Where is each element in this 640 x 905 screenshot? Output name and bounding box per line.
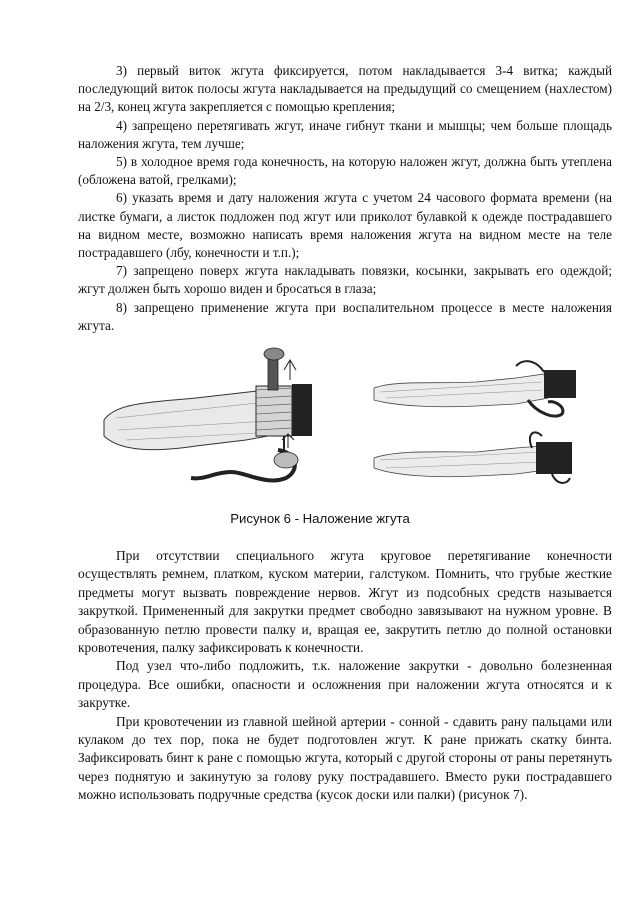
figure-caption: Рисунок 6 - Наложение жгута <box>230 511 410 526</box>
rule-item-7: 7) запрещено поверх жгута накладывать повязки, косынки, закрывать его одеждой; жгут должен быть хорошо виден и бросаться в глаза; <box>78 263 612 297</box>
rule-item-8: 8) запрещено применение жгута при воспалительном процессе в месте наложения жгута. <box>78 299 612 333</box>
arms-tourniquet-drawing <box>366 350 586 490</box>
tourniquet-rules-list <box>78 62 612 335</box>
paragraph-carotid-bleeding: При кровотечении из главной шейной артерии - сонной - сдавить рану пальцами или кулаком до тех пор, пока не будет подготовлен жгут. К ране прижать скатку бинта. Зафиксировать бинт к ране с помощью жгута, который с другой стороны от раны перетянуть через поднятую и закинутую за голову руку пострадавшего. Вместо руки пострадавшего можно использовать подручные средства (кусок доски или палки) (рисунок 7). <box>78 713 612 803</box>
figure-tourniquet-illustration <box>96 340 596 500</box>
leg-tourniquet-drawing <box>96 340 326 490</box>
rule-item-3: 3) первый виток жгута фиксируется, потом накладывается 3-4 витка; каждый последующий виток полосы жгута накладывается на предыдущий со смещением (нахлестом) на 2/3, конец жгута закрепляется с помощью крепления; <box>78 63 612 115</box>
rule-item-4: 4) запрещено перетягивать жгут, иначе гибнут ткани и мышцы; чем больше площадь наложения жгута, тем лучше; <box>78 117 612 151</box>
paragraph-improvised-tourniquet: При отсутствии специального жгута круговое перетягивание конечности осуществлять ремнем, платком, куском материи, галстуком. Помнить, что грубые жесткие предметы могут вызвать повреждение нервов. Жгут из подсобных средств называется закруткой. Примененный для закрутки предмет свободно завязывают на нужном уровне. В образованную петлю провести палку и, вращая ее, закрутить петлю до полной остановки кровотечения, палку зафиксировать к конечности. <box>78 548 612 656</box>
rule-item-5: 5) в холодное время года конечность, на которую наложен жгут, должна быть утеплена (обложена ватой, грелками); <box>78 154 612 188</box>
rule-item-6: 6) указать время и дату наложения жгута с учетом 24 часового формата времени (на листке бумаги, а листок подложен под жгут или приколот булавкой к одежде пострадавшего на видном месте, возможно написать время наложения жгута на видном месте на теле пострадавшего (лбу, конечности и т.п.); <box>78 190 612 261</box>
body-text <box>78 547 612 805</box>
paragraph-knot-padding: Под узел что-либо подложить, т.к. наложение закрутки - довольно болезненная процедура. Все ошибки, опасности и осложнения при наложении жгута относятся и к закрутке. <box>78 658 612 711</box>
